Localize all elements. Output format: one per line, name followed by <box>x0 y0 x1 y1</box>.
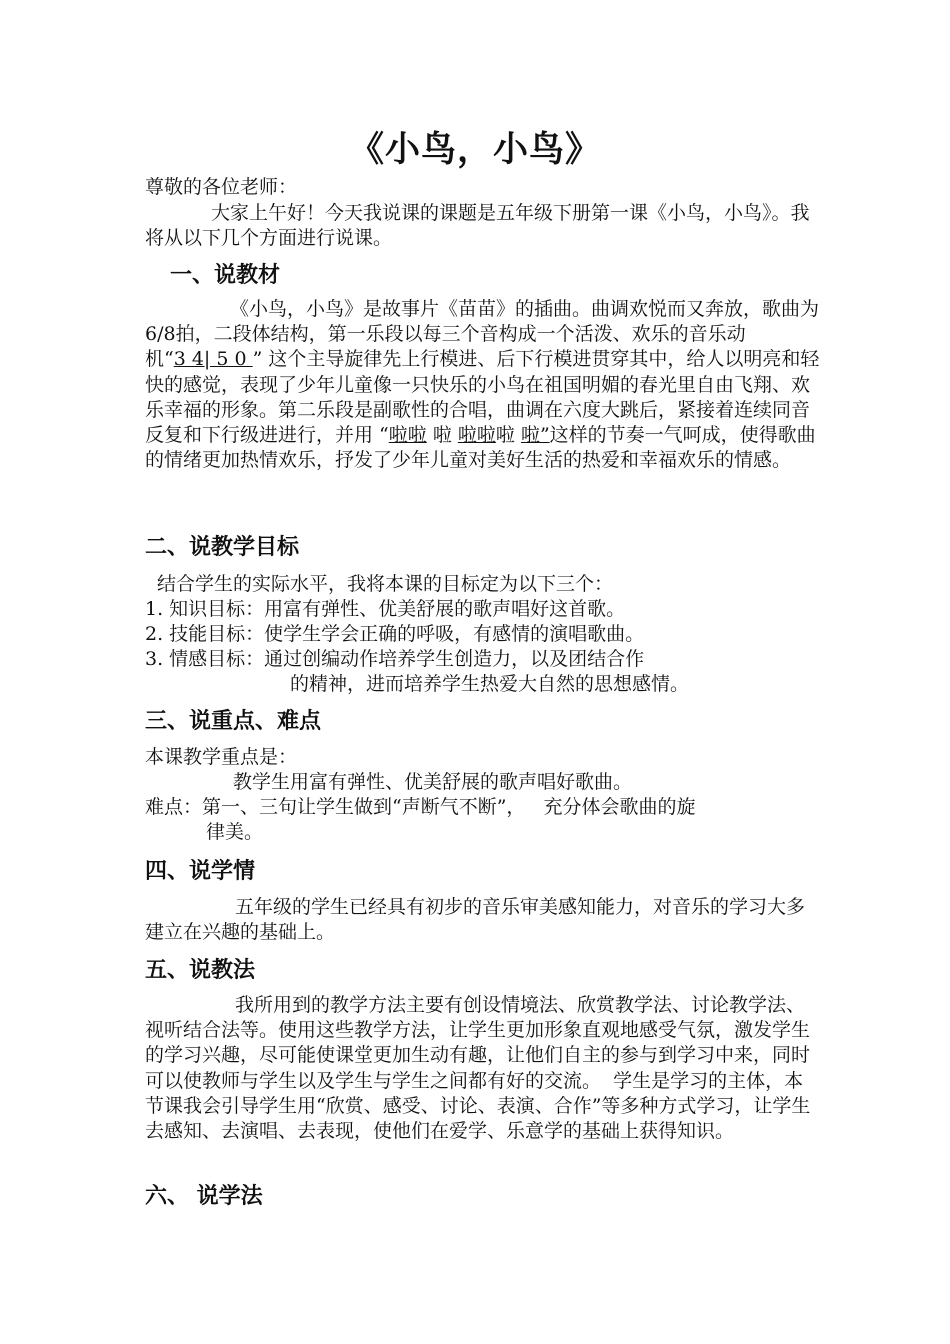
teaching-methods-paragraph: 我所用到的教学方法主要有创设情境法、欣赏教学法、讨论教学法、视听结合法等。使用这些教学方法，让学生更加形象直观地感受气氛，激发学生的学习兴趣，尽可能使课堂更加生动有趣，让他们自主的参与到学习中来，同时可以使教师与学生以及学生与学生之间都有好的交流。 学生是学习的主体，本节课我会引导学生用“欣赏、感受、讨论、表演、合作”等多种方式学习，让学生去感知、去演唱、去表现，使他们在爱学、乐意学的基础上获得知识。 <box>145 994 811 1143</box>
goal-skill: 2. 技能目标：使学生学会正确的呼吸，有感情的演唱歌曲。 <box>145 623 645 645</box>
difficulty-text-continued: 律美。 <box>206 821 264 843</box>
goal-knowledge: 1. 知识目标：用富有弹性、优美舒展的歌声唱好这首歌。 <box>145 598 626 620</box>
la-syllables-1: 啦啦 <box>388 424 427 447</box>
key-point-label: 本课教学重点是： <box>145 746 298 768</box>
goal-emotion: 3. 情感目标：通过创编动作培养学生创造力，以及团结合作 <box>145 648 645 670</box>
section-heading-teaching-methods: 五、说教法 <box>145 958 256 983</box>
section-heading-textbook: 一、说教材 <box>170 263 281 288</box>
section-heading-learners: 四、说学情 <box>145 859 256 884</box>
greeting: 尊敬的各位老师： <box>145 176 298 198</box>
section-heading-key-points: 三、说重点、难点 <box>145 709 322 734</box>
goal-emotion-continued: 的精神，进而培养学生热爱大自然的思想感情。 <box>290 673 690 695</box>
la-syllables-2: 啦啦 <box>457 424 496 447</box>
key-point-text: 教学生用富有弹性、优美舒展的歌声唱好歌曲。 <box>233 771 633 793</box>
page-title: 《小鸟，小鸟》 <box>348 130 601 170</box>
learners-paragraph: 五年级的学生已经具有初步的音乐审美感知能力，对音乐的学习大多建立在兴趣的基础上。 <box>145 896 806 944</box>
goals-lead: 结合学生的实际水平，我将本课的目标定为以下三个： <box>157 573 614 595</box>
textbook-paragraph: 《小鸟，小鸟》是故事片《苗苗》的插曲。曲调欢悦而又奔放，歌曲为6/8拍，二段体结构，第一乐段以每三个音构成一个活泼、欢乐的音乐动机“3 4| 5 0 ” 这个主导旋律先上行模进、后下行模进贯穿其中，给人以明亮和轻快的感觉，表现了少年儿童像一只快乐的小鸟在祖国明媚的春光里自由飞翔、欢乐幸福的形象。第二乐段是副歌性的合唱，曲调在六度大跳后，紧接着连续同音反复和下行级进进行，并用 “啦啦 啦 啦啦啦 啦”这样的节奏一气呵成，使得歌曲的情绪更加热情欢乐，抒发了少年儿童对美好生活的热爱和幸福欢乐的情感。 <box>145 298 820 472</box>
motif-notation: 3 4| 5 0 <box>173 348 253 371</box>
la-syllables-3: 啦” <box>520 424 550 447</box>
intro-paragraph: 大家上午好！今天我说课的课题是五年级下册第一课《小鸟，小鸟》。我将从以下几个方面进行说课。 <box>145 202 810 250</box>
section-heading-goals: 二、说教学目标 <box>145 535 300 560</box>
difficulty-text: 难点：第一、三句让学生做到“声断气不断”， 充分体会歌曲的旋 <box>145 796 696 818</box>
section-heading-learning-methods: 六、 说学法 <box>145 1184 263 1209</box>
